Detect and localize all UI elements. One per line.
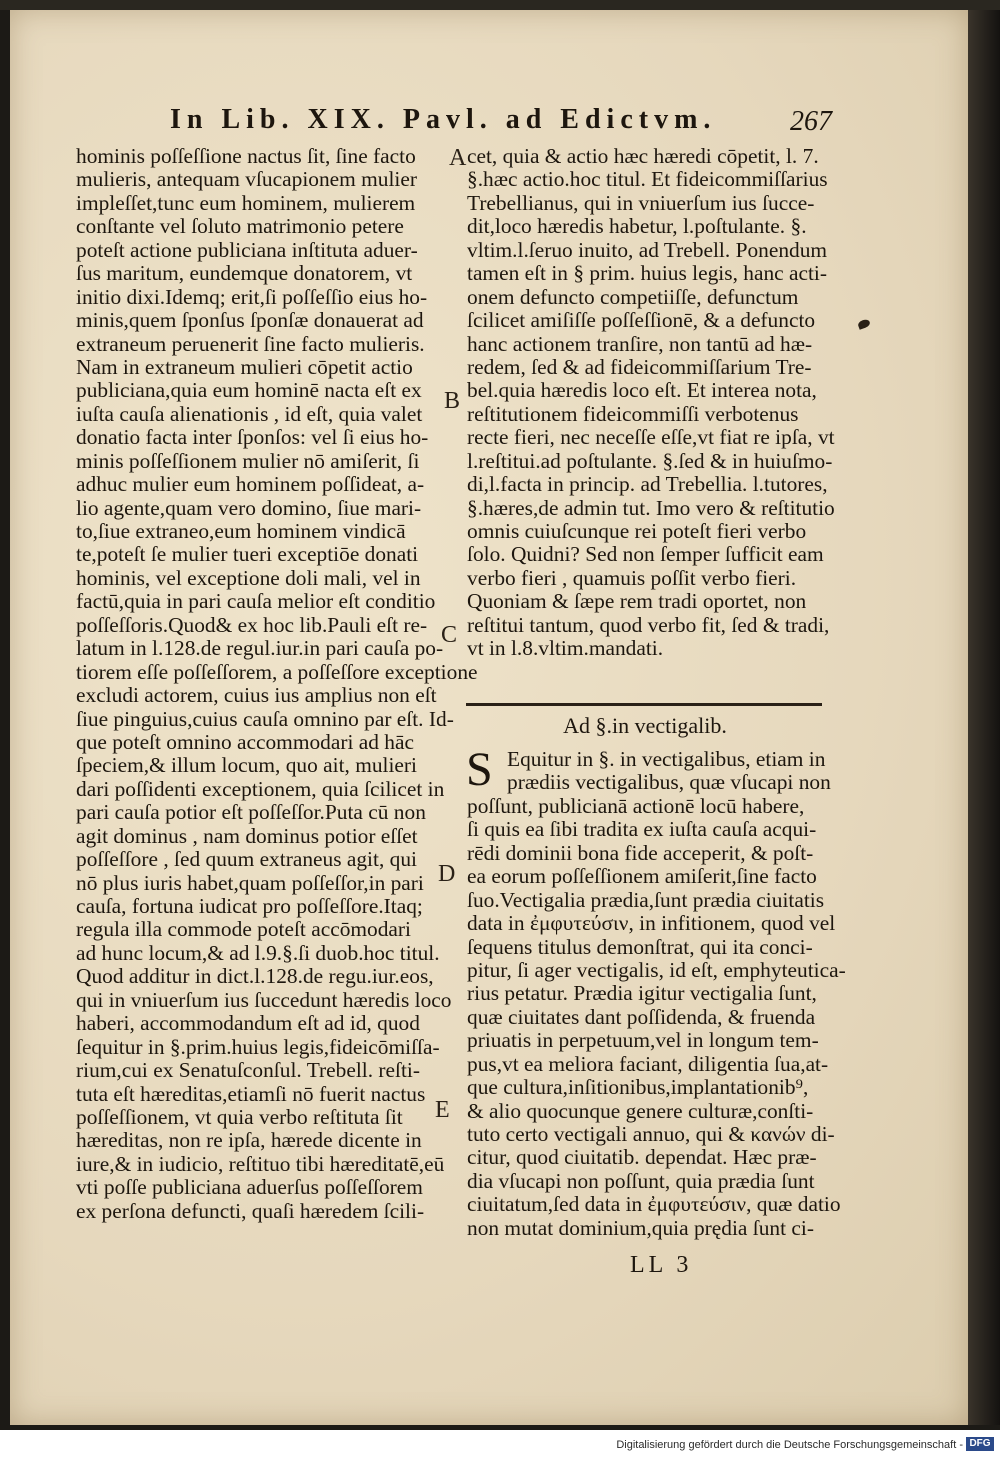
- text-line: poteſt actione publiciana inſtituta aduer-: [76, 237, 418, 262]
- text-line: hæreditas, non re ipſa, hærede dicente in: [76, 1128, 422, 1153]
- text-line: citur, quod ciuitatib. dependat. Hæc præ-: [467, 1145, 817, 1170]
- text-line: Trebellianus, qui in vniuerſum ius ſucce-: [467, 190, 815, 215]
- margin-letter-d: D: [438, 861, 456, 887]
- section-heading: Ad §.in vectigalib.: [563, 713, 727, 738]
- text-line: ſequens titulus demonſtrat, qui ita conci-: [467, 934, 813, 959]
- text-line: factū,quia in pari cauſa melior eſt conditio: [76, 589, 436, 614]
- margin-letter-e: E: [435, 1097, 450, 1123]
- text-line: adhuc mulier eum hominem poſſideat, a-: [76, 472, 425, 497]
- text-line: Quoniam & ſæpe rem tradi oportet, non: [467, 589, 807, 614]
- text-line: poſſeſſore , ſed quum extraneus agit, qui: [76, 847, 417, 872]
- text-line: iure,& in iudicio, reſtituo tibi hæreditatē,eū: [76, 1151, 445, 1176]
- text-line: quæ ciuitates dant poſſidenda, & fruenda: [467, 1004, 816, 1029]
- text-line: Nam in extraneum mulieri cōpetit actio: [76, 354, 413, 379]
- text-line: omnis cuiuſcunque rei poteſt fieri verbo: [467, 519, 807, 543]
- text-line: §.hæres,de admin tut. Imo vero & reſtitutio: [467, 495, 835, 520]
- text-line: ad hunc locum,& ad l.9.§.ſi duob.hoc titul.: [76, 940, 440, 965]
- text-line: non mutat dominium,quia prędia ſunt ci-: [467, 1215, 814, 1240]
- text-line: publiciana,quia eum hominē nacta eſt ex: [76, 378, 422, 403]
- margin-letter-a: A: [449, 145, 467, 171]
- scan-border: [0, 0, 1000, 10]
- text-line: reſtitutionem fideicommiſſi verbotenus: [467, 401, 799, 426]
- text-line: conſtante vel ſoluto matrimonio petere: [76, 214, 404, 239]
- text-line: que cultura,inſitionibus,implantationib⁹,: [467, 1075, 809, 1100]
- text-line: qui in vniuerſum ius ſuccedunt hæredis loco: [76, 987, 452, 1012]
- text-line: mulieris, antequam vſucapionem mulier: [76, 167, 417, 192]
- text-line: hominis poſſeſſione nactus ſit, ſine facto: [76, 144, 416, 168]
- text-line: onem defuncto competiiſſe, defunctum: [467, 284, 799, 309]
- text-line: recte fieri, nec neceſſe eſſe,vt fiat re ipſa, vt: [467, 425, 835, 450]
- text-line: haberi, accommodandum eſt ad id, quod: [76, 1011, 420, 1036]
- text-line: ſequitur in §.prim.huius legis,fideicōmiſſa-: [76, 1034, 440, 1059]
- text-line: di,l.facta in princip. ad Trebellia. l.tutores,: [467, 472, 828, 497]
- text-line: ſi quis ea ſibi tradita ex iuſta cauſa acqui-: [467, 817, 817, 842]
- dfg-logo: DFG: [966, 1437, 994, 1451]
- right-column-top: [467, 144, 835, 661]
- text-line: hanc actionem tranſire, non tantū ad hæ-: [467, 331, 813, 356]
- text-line: tamen eſt in § prim. huius legis, hanc acti-: [467, 261, 827, 286]
- right-column-bottom: [466, 743, 846, 1240]
- left-column: [76, 144, 478, 1223]
- text-line: agit dominus , nam dominus potior eſſet: [76, 823, 418, 848]
- text-line: ſcilicet amiſiſſe poſſeſſionē, & a defuncto: [467, 308, 816, 333]
- text-line: rium,cui ex Senatuſconſul. Trebell. reſti-: [76, 1058, 420, 1083]
- text-line: ſolo. Quidni? Sed non ſemper ſufficit eam: [467, 542, 824, 567]
- text-line: cet, quia & actio hæc hæredi cōpetit, l. 7.: [467, 144, 819, 168]
- text-line: pitur, ſi ager vectigalis, id eſt, emphyteutica-: [467, 957, 846, 982]
- text-line: te,poteſt ſe mulier tueri exceptiōe donati: [76, 542, 419, 567]
- funding-credit: Digitalisierung gefördert durch die Deutsche Forschungsgemeinschaft -: [616, 1439, 963, 1451]
- text-line: dit,loco hæredis habetur, l.poſtulante. §.: [467, 214, 807, 239]
- text-line: pari cauſa potior eſt poſſeſſor.Puta cū non: [76, 800, 426, 825]
- text-line: ex perſona defuncti, quaſi hæredem ſcili-: [76, 1198, 425, 1223]
- margin-letter-c: C: [441, 622, 458, 648]
- text-line: excludi actorem, cuius ius amplius non eſt: [76, 683, 437, 708]
- text-line: vti poſſe publiciana aduerſus poſſeſſorem: [76, 1175, 423, 1200]
- text-line: cauſa, fortuna iudicat pro poſſeſſore.Itaq;: [76, 894, 423, 918]
- text-line: poſſunt, publicianā actionē locū habere,: [467, 793, 805, 818]
- page-number: 267: [790, 106, 832, 137]
- text-line: §.hæc actio.hoc titul. Et fideicommiſſarius: [467, 167, 828, 192]
- text-line: Equitur in §. in vectigalibus, etiam in: [507, 747, 826, 771]
- text-line: ſpeciem,& illum locum, quo ait, mulieri: [76, 753, 417, 778]
- text-line: poſſeſſionem, vt quia verbo reſtituta ſit: [76, 1104, 403, 1129]
- text-line: ſus maritum, eundemque donatorem, vt: [76, 261, 413, 286]
- text-line: bel.quia hæredis loco eſt. Et interea nota,: [467, 378, 817, 403]
- text-line: nō plus iuris habet,quam poſſeſſor,in pari: [76, 870, 424, 895]
- text-line: latum in l.128.de regul.iur.in pari cauſa po-: [76, 636, 444, 661]
- text-line: to,ſiue extraneo,eum hominem vindicā: [76, 519, 406, 543]
- text-line: vltim.l.ſeruo inuito, ad Trebell. Ponendum: [467, 237, 828, 262]
- text-line: data in ἐμφυτεύσιν, in infitionem, quod vel: [467, 911, 836, 936]
- signature-mark: LL 3: [630, 1252, 693, 1278]
- text-line: dari poſſidenti exceptionem, quia ſcilicet in: [76, 776, 445, 801]
- text-line: hominis, vel exceptione doli mali, vel in: [76, 565, 421, 590]
- text-line: minis poſſeſſionem mulier nō amiſerit, ſi: [76, 448, 420, 473]
- text-line: impleſſet,tunc eum hominem, mulierem: [76, 190, 416, 215]
- text-line: vt in l.8.vltim.mandati.: [467, 636, 664, 661]
- text-line: reſtitui tantum, quod verbo fit, ſed & tradi,: [467, 612, 830, 637]
- text-line: poſſeſſoris.Quod& ex hoc lib.Pauli eſt re-: [76, 612, 428, 637]
- text-line: pus,vt ea meliora faciant, diligentia ſua,at-: [467, 1051, 829, 1076]
- footer-bar: [0, 1430, 1000, 1463]
- text-line: tiorem eſſe poſſeſſorem, a poſſeſſore exceptione: [76, 659, 478, 684]
- text-line: tuta eſt hæreditas,etiamſi nō fuerit nactus: [76, 1081, 426, 1106]
- text-line: que poteſt omnino accommodari ad hāc: [76, 729, 414, 754]
- text-line: donatio facta inter ſponſos: vel ſi eius ho-: [76, 425, 429, 450]
- text-line: rēdi dominii bona fide acceperit, & poſt-: [467, 840, 814, 865]
- text-line: ſiue pinguius,cuius cauſa omnino par eſt. Id-: [76, 706, 454, 731]
- drop-cap: S: [466, 743, 493, 796]
- text-line: regula illa commode poteſt accōmodari: [76, 917, 411, 942]
- text-line: minis,quem ſponſus ſponſæ donauerat ad: [76, 308, 424, 333]
- text-line: ea eorum poſſeſſionem amiſerit,ſine facto: [467, 864, 817, 889]
- text-line: redem, ſed & ad fideicommiſſarium Tre-: [467, 354, 812, 379]
- text-line: ciuitatum,ſed data in ἐμφυτεύσιν, quæ datio: [467, 1192, 841, 1217]
- text-line: ſuo.Vectigalia prædia,ſunt prædia ciuitatis: [467, 887, 825, 912]
- section-divider: [466, 703, 822, 706]
- text-line: prædiis vectigalibus, quæ vſucapi non: [507, 770, 831, 795]
- text-line: iuſta cauſa alienationis , id eſt, quia valet: [76, 401, 423, 426]
- text-line: extraneum peruenerit ſine facto mulieris.: [76, 331, 425, 356]
- text-line: rius petatur. Prædia igitur vectigalia ſunt,: [467, 981, 817, 1006]
- running-title: In Lib. XIX. Pavl. ad Edictvm.: [170, 104, 717, 135]
- text-line: priuatis in perpetuum,vel in longum tem-: [467, 1028, 819, 1053]
- text-line: tuto certo vectigali annuo, qui & κανών di-: [467, 1122, 835, 1146]
- text-line: Quod additur in dict.l.128.de regu.iur.eos,: [76, 964, 434, 989]
- text-line: initio dixi.Idemq; erit,ſi poſſeſſio eius ho-: [76, 284, 428, 309]
- text-line: & alio quocunque genere culturæ,conſti-: [467, 1098, 814, 1123]
- text-line: dia vſucapi non poſſunt, quia prædia ſunt: [467, 1168, 815, 1193]
- margin-letter-b: B: [444, 388, 461, 414]
- page-edge-shadow: [968, 10, 1000, 1425]
- text-line: lio agente,quam vero domino, ſiue mari-: [76, 495, 422, 520]
- text-line: verbo fieri , quamuis poſſit verbo fieri.: [467, 565, 797, 590]
- text-line: l.reſtitui.ad poſtulante. §.ſed & in huiuſmo-: [467, 448, 833, 473]
